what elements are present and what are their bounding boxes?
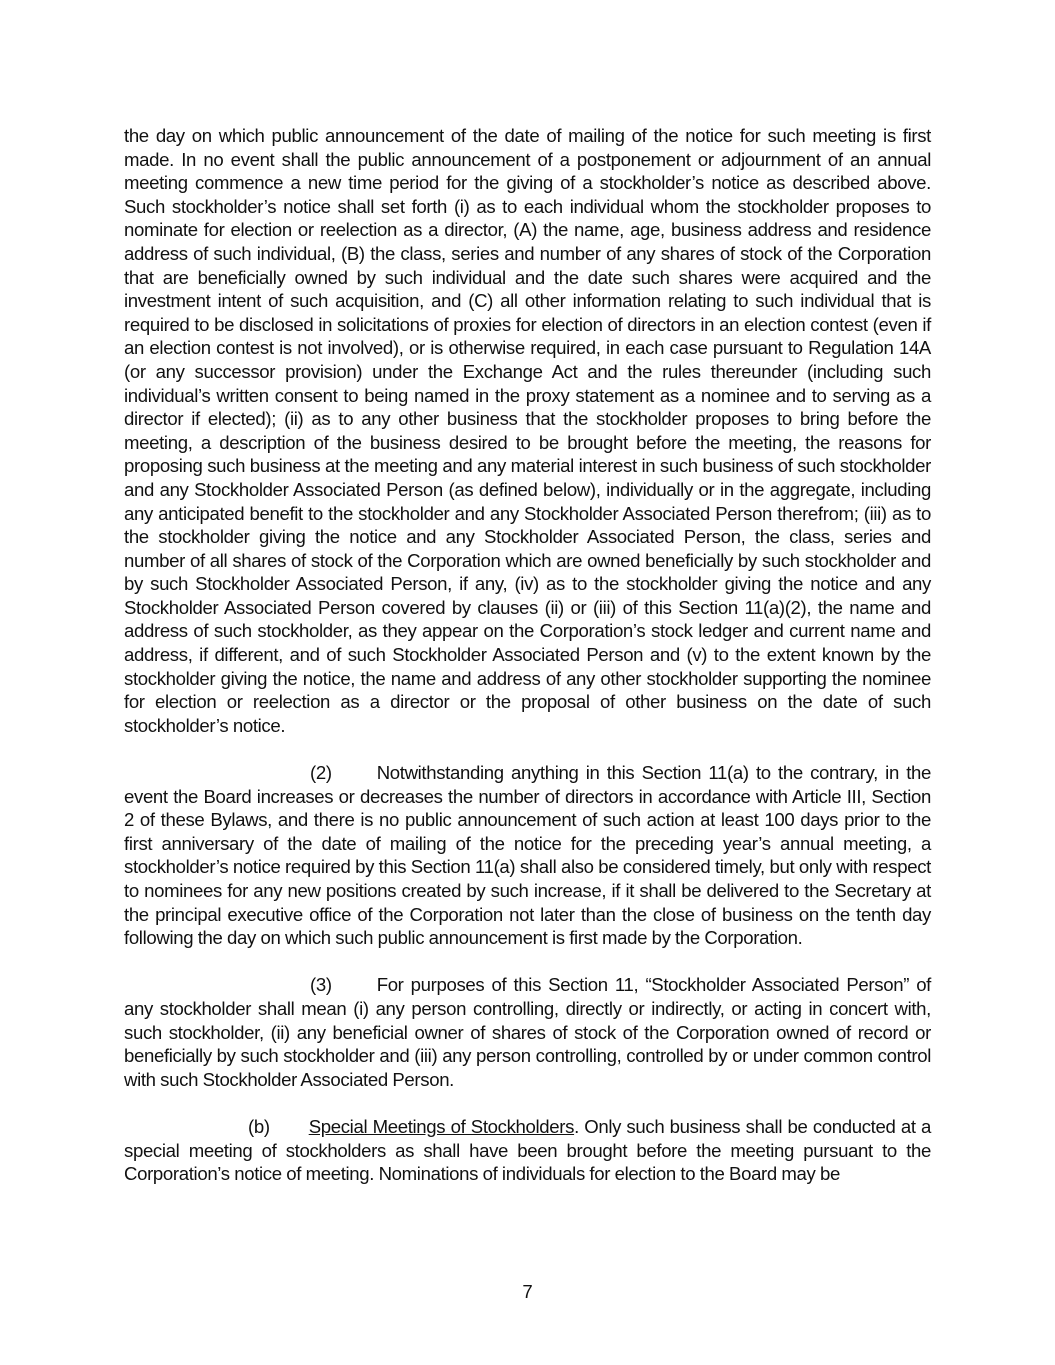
page-number: 7 — [522, 1281, 533, 1302]
paragraph-label: (b) — [248, 1115, 270, 1137]
section-heading: Special Meetings of Stockholders — [308, 1115, 575, 1137]
paragraph-section-11a-3 — [124, 973, 931, 1091]
paragraph-section-11b — [124, 1115, 931, 1186]
paragraph-text: For purposes of this Section 11, “Stockholder Associated Person” of any stockholder shall mean (i) any person controlling, directly or indirectly, or acting in concert with, such stockholder, (ii) any beneficial owner of shares of stock of the Corporation owned of record or beneficially by such stockholder and (iii) any person controlling, controlled by or under common control with such Stockholder Associated Person. — [124, 974, 931, 1090]
paragraph-continuation — [124, 124, 931, 737]
paragraph-text: the day on which public announcement of the date of mailing of the notice for such meeting is first made. In no event shall the public announcement of a postponement or adjournment of an annual meeting commence a new time period for the giving of a stockholder’s notice as described above. Such stockholder’s notice shall set forth (i) as to each individual whom the stockholder proposes to nominate for election or reelection as a director, (A) the name, age, business address and residence address of such individual, (B) the class, series and number of any shares of stock of the Corporation that are beneficially owned by such individual and the date such shares were acquired and the investment intent of such acquisition, and (C) all other information relating to such individual that is required to be disclosed in solicitations of proxies for election of directors in an election contest (even if an election contest is not involved), or is otherwise required, in each case pursuant to Regulation 14A (or any successor provision) under the Exchange Act and the rules thereunder (including such individual’s written consent to being named in the proxy statement as a nominee and to serving as a director if elected); (ii) as to any other business that the stockholder proposes to bring before the meeting, a description of the business desired to be brought before the meeting, the reasons for proposing such business at the meeting and any material interest in such business of such stockholder and any Stockholder Associated Person (as defined below), individually or in the aggregate, including any anticipated benefit to the stockholder and any Stockholder Associated Person therefrom; (iii) as to the stockholder giving the notice and any Stockholder Associated Person, the class, series and number of all shares of stock of the Corporation which are owned beneficially by such stockholder and by such Stockholder Associated Person, if any, (iv) as to the stockholder giving the notice and any Stockholder Associated Person covered by clauses (ii) or (iii) of this Section 11(a)(2), the name and address of such stockholder, as they appear on the Corporation’s stock ledger and current name and address, if different, and of such Stockholder Associated Person and (v) to the extent known by the stockholder giving the notice, the name and address of any other stockholder supporting the nominee for election or reelection as a director or the proposal of other business on the date of such stockholder’s notice. — [124, 125, 931, 736]
paragraph-label: (3) — [310, 974, 332, 996]
paragraph-text: Notwithstanding anything in this Section 11(a) to the contrary, in the event the Board increases or decreases the number of directors in accordance with Article III, Section 2 of these Bylaws, and there is no public announcement of such action at least 100 days prior to the first anniversary of the date of mailing of the notice for the preceding year’s annual meeting, a stockholder’s notice required by this Section 11(a) shall also be considered timely, but only with respect to nominees for any new positions created by such increase, if it shall be delivered to the Secretary at the principal executive office of the Corporation not later than the close of business on the tenth day following the day on which such public announcement is first made by the Corporation. — [124, 762, 931, 949]
paragraph-section-11a-2 — [124, 761, 931, 950]
paragraph-label: (2) — [310, 762, 332, 784]
paragraph-text: . Only such business shall be conducted at a special meeting of stockholders as shall have been brought before the meeting pursuant to the Corporation’s notice of meeting. Nominations of individuals for election to the Board may be — [124, 1115, 931, 1185]
document-body — [124, 124, 931, 1209]
